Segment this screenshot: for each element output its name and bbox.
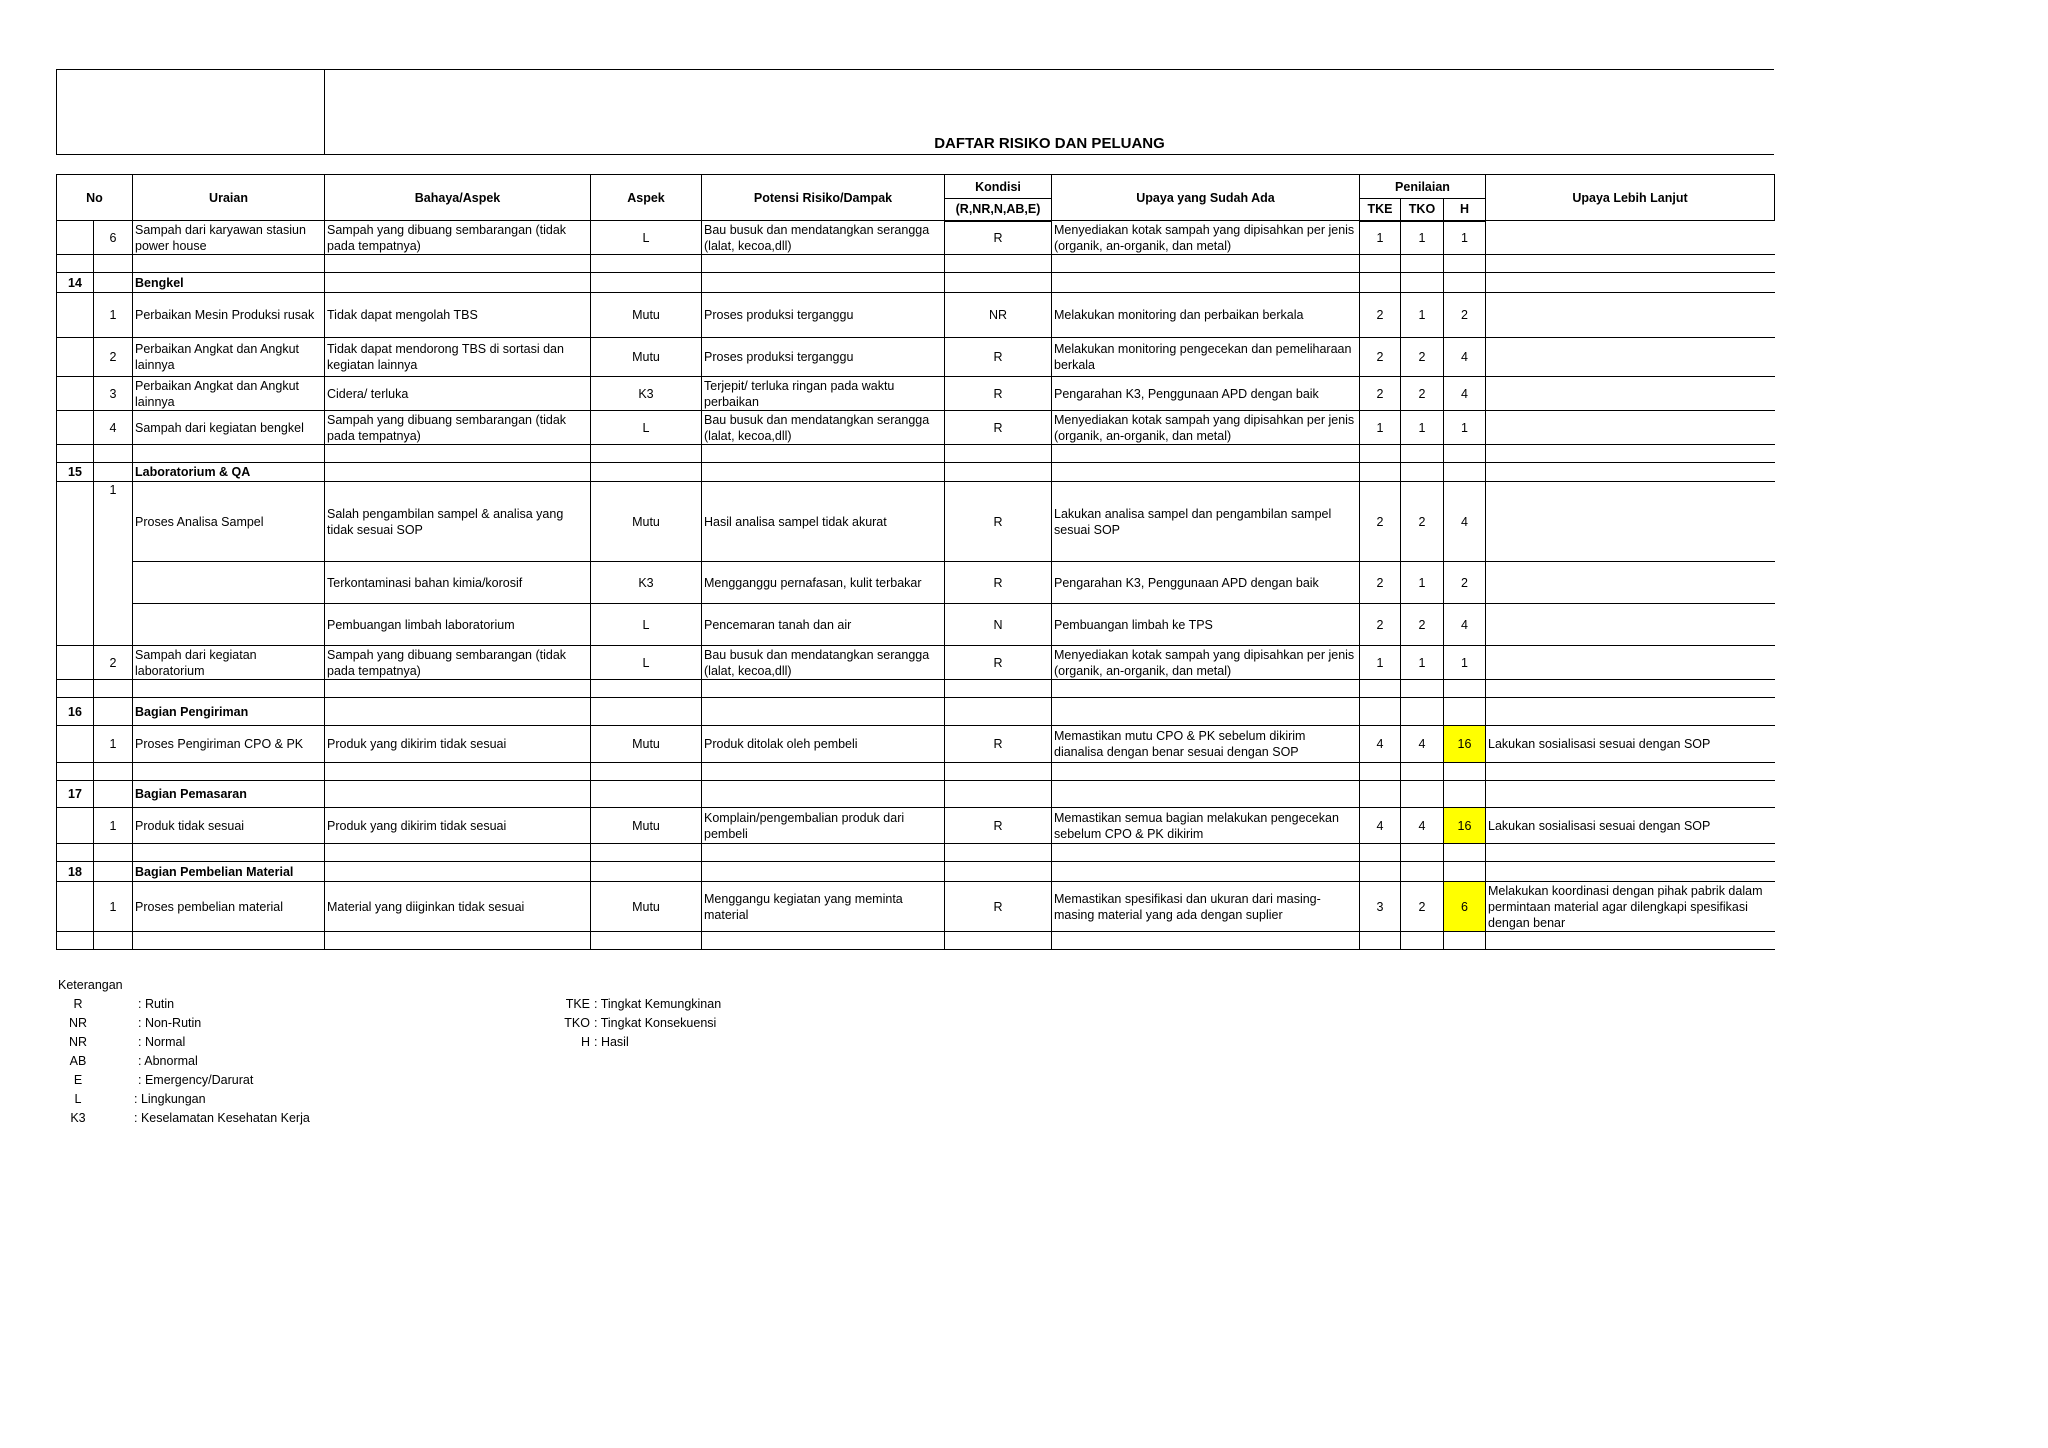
table-row — [57, 482, 1775, 562]
row-tke: 1 — [1360, 221, 1401, 255]
row-aspek: Mutu — [591, 482, 702, 562]
row-tko: 4 — [1401, 808, 1444, 844]
col-potensi: Potensi Risiko/Dampak — [702, 175, 945, 221]
section-no: 16 — [57, 698, 94, 726]
row-tko: 2 — [1401, 338, 1444, 377]
row-upaya: Melakukan monitoring pengecekan dan pemeliharaan berkala — [1052, 338, 1360, 377]
table-row — [57, 882, 1775, 932]
row-bahaya: Terkontaminasi bahan kimia/korosif — [325, 562, 591, 604]
section-no: 14 — [57, 273, 94, 293]
row-bahaya: Sampah yang dibuang sembarangan (tidak pada tempatnya) — [325, 221, 591, 255]
col-upaya: Upaya yang Sudah Ada — [1052, 175, 1360, 221]
row-tko: 1 — [1401, 411, 1444, 445]
table-row — [57, 411, 1775, 445]
section-title: Laboratorium & QA — [133, 463, 325, 482]
legend-item: AB : Abnormal — [69, 1054, 198, 1068]
row-upaya: Memastikan semua bagian melakukan pengecekan sebelum CPO & PK dikirim — [1052, 808, 1360, 844]
table-row — [57, 293, 1775, 338]
row-tko: 4 — [1401, 726, 1444, 763]
row-h: 1 — [1444, 646, 1486, 680]
row-uraian: Sampah dari kegiatan bengkel — [133, 411, 325, 445]
row-uraian: Proses pembelian material — [133, 882, 325, 932]
section-title: Bagian Pemasaran — [133, 781, 325, 808]
row-tke: 2 — [1360, 482, 1401, 562]
section-no: 17 — [57, 781, 94, 808]
row-upaya: Melakukan monitoring dan perbaikan berkala — [1052, 293, 1360, 338]
row-potensi: Pencemaran tanah dan air — [702, 604, 945, 646]
row-h: 4 — [1444, 482, 1486, 562]
row-lanjut — [1486, 482, 1775, 562]
row-h: 6 — [1444, 882, 1486, 932]
row-aspek: Mutu — [591, 293, 702, 338]
row-tke: 2 — [1360, 293, 1401, 338]
spacer-row — [57, 763, 1775, 781]
row-aspek: K3 — [591, 562, 702, 604]
table-row — [57, 604, 1775, 646]
row-kondisi: R — [945, 726, 1052, 763]
row-potensi: Menggangu kegiatan yang meminta material — [702, 882, 945, 932]
section-title: Bagian Pengiriman — [133, 698, 325, 726]
row-uraian: Perbaikan Mesin Produksi rusak — [133, 293, 325, 338]
row-tko: 2 — [1401, 482, 1444, 562]
row-bahaya: Cidera/ terluka — [325, 377, 591, 411]
col-no: No — [57, 175, 133, 221]
document-header — [56, 69, 1774, 155]
row-aspek: K3 — [591, 377, 702, 411]
row-potensi: Bau busuk dan mendatangkan serangga (lalat, kecoa,dll) — [702, 411, 945, 445]
row-tke: 4 — [1360, 808, 1401, 844]
row-tko: 2 — [1401, 377, 1444, 411]
row-kondisi: R — [945, 882, 1052, 932]
col-uraian: Uraian — [133, 175, 325, 221]
row-h: 16 — [1444, 808, 1486, 844]
row-aspek: L — [591, 221, 702, 255]
table-row — [57, 338, 1775, 377]
row-uraian: Produk tidak sesuai — [133, 808, 325, 844]
row-tko: 2 — [1401, 604, 1444, 646]
table-row — [57, 377, 1775, 411]
col-penilaian: Penilaian — [1360, 175, 1486, 199]
row-bahaya: Material yang diiginkan tidak sesuai — [325, 882, 591, 932]
row-kondisi: R — [945, 562, 1052, 604]
row-upaya: Menyediakan kotak sampah yang dipisahkan per jenis (organik, an-organik, dan metal) — [1052, 221, 1360, 255]
row-bahaya: Sampah yang dibuang sembarangan (tidak pada tempatnya) — [325, 411, 591, 445]
row-no: 2 — [94, 646, 133, 680]
table-row — [57, 726, 1775, 763]
row-potensi: Mengganggu pernafasan, kulit terbakar — [702, 562, 945, 604]
row-lanjut — [1486, 221, 1775, 255]
row-potensi: Bau busuk dan mendatangkan serangga (lalat, kecoa,dll) — [702, 646, 945, 680]
section-no: 18 — [57, 862, 94, 882]
section-row — [57, 781, 1775, 808]
table-row — [57, 646, 1775, 680]
row-potensi: Proses produksi terganggu — [702, 293, 945, 338]
row-uraian: Proses Pengiriman CPO & PK — [133, 726, 325, 763]
row-aspek: L — [591, 411, 702, 445]
section-row — [57, 273, 1775, 293]
col-h: H — [1444, 199, 1486, 221]
row-h: 1 — [1444, 411, 1486, 445]
row-lanjut — [1486, 604, 1775, 646]
row-tke: 2 — [1360, 604, 1401, 646]
row-lanjut: Melakukan koordinasi dengan pihak pabrik dalam permintaan material agar dilengkapi spesifikasi dengan benar — [1486, 882, 1775, 932]
legend-title: Keterangan — [58, 978, 123, 992]
row-bahaya: Produk yang dikirim tidak sesuai — [325, 808, 591, 844]
row-bahaya: Salah pengambilan sampel & analisa yang tidak sesuai SOP — [325, 482, 591, 562]
col-bahaya: Bahaya/Aspek — [325, 175, 591, 221]
row-upaya: Lakukan analisa sampel dan pengambilan sampel sesuai SOP — [1052, 482, 1360, 562]
row-aspek: Mutu — [591, 338, 702, 377]
row-potensi: Produk ditolak oleh pembeli — [702, 726, 945, 763]
row-uraian: Sampah dari karyawan stasiun power house — [133, 221, 325, 255]
spacer-row — [57, 932, 1775, 950]
row-tko: 1 — [1401, 646, 1444, 680]
legend-item: L : Lingkungan — [74, 1092, 206, 1106]
row-tko: 1 — [1401, 221, 1444, 255]
row-no: 1 — [94, 293, 133, 338]
row-potensi: Proses produksi terganggu — [702, 338, 945, 377]
row-tko: 1 — [1401, 562, 1444, 604]
row-bahaya: Produk yang dikirim tidak sesuai — [325, 726, 591, 763]
row-kondisi: N — [945, 604, 1052, 646]
table-row — [57, 808, 1775, 844]
section-row — [57, 862, 1775, 882]
legend-item: K3 : Keselamatan Kesehatan Kerja — [70, 1111, 310, 1125]
row-bahaya: Pembuangan limbah laboratorium — [325, 604, 591, 646]
row-tke: 3 — [1360, 882, 1401, 932]
row-lanjut — [1486, 411, 1775, 445]
row-no: 3 — [94, 377, 133, 411]
row-uraian: Perbaikan Angkat dan Angkut lainnya — [133, 338, 325, 377]
row-h: 4 — [1444, 377, 1486, 411]
row-no: 4 — [94, 411, 133, 445]
row-uraian: Perbaikan Angkat dan Angkut lainnya — [133, 377, 325, 411]
row-lanjut: Lakukan sosialisasi sesuai dengan SOP — [1486, 808, 1775, 844]
row-lanjut — [1486, 293, 1775, 338]
row-potensi: Terjepit/ terluka ringan pada waktu perbaikan — [702, 377, 945, 411]
row-kondisi: R — [945, 482, 1052, 562]
row-no: 2 — [94, 338, 133, 377]
row-aspek: Mutu — [591, 882, 702, 932]
row-upaya: Pembuangan limbah ke TPS — [1052, 604, 1360, 646]
row-potensi: Hasil analisa sampel tidak akurat — [702, 482, 945, 562]
row-tko: 1 — [1401, 293, 1444, 338]
row-kondisi: R — [945, 221, 1052, 255]
row-h: 4 — [1444, 604, 1486, 646]
section-title: Bagian Pembelian Material — [133, 862, 325, 882]
col-aspek: Aspek — [591, 175, 702, 221]
row-upaya: Pengarahan K3, Penggunaan APD dengan baik — [1052, 377, 1360, 411]
row-no: 1 — [94, 482, 133, 646]
spacer-row — [57, 680, 1775, 698]
section-no: 15 — [57, 463, 94, 482]
col-tke: TKE — [1360, 199, 1401, 221]
table-row — [57, 562, 1775, 604]
row-tke: 1 — [1360, 411, 1401, 445]
section-row — [57, 698, 1775, 726]
row-upaya: Pengarahan K3, Penggunaan APD dengan baik — [1052, 562, 1360, 604]
section-title: Bengkel — [133, 273, 325, 293]
row-potensi: Bau busuk dan mendatangkan serangga (lalat, kecoa,dll) — [702, 221, 945, 255]
row-h: 2 — [1444, 562, 1486, 604]
row-lanjut: Lakukan sosialisasi sesuai dengan SOP — [1486, 726, 1775, 763]
row-no: 6 — [94, 221, 133, 255]
row-tke: 2 — [1360, 338, 1401, 377]
row-tke: 4 — [1360, 726, 1401, 763]
spacer-row — [57, 844, 1775, 862]
row-h: 2 — [1444, 293, 1486, 338]
table-row — [57, 221, 1775, 255]
risk-table — [56, 174, 1775, 950]
section-row — [57, 463, 1775, 482]
row-aspek: Mutu — [591, 726, 702, 763]
legend-item: NR : Normal — [68, 1035, 186, 1049]
row-lanjut — [1486, 562, 1775, 604]
document-title: DAFTAR RISIKO DAN PELUANG — [934, 135, 1165, 152]
row-tko: 2 — [1401, 882, 1444, 932]
row-bahaya: Tidak dapat mendorong TBS di sortasi dan kegiatan lainnya — [325, 338, 591, 377]
row-kondisi: R — [945, 808, 1052, 844]
row-no: 1 — [94, 882, 133, 932]
row-upaya: Menyediakan kotak sampah yang dipisahkan per jenis (organik, an-organik, dan metal) — [1052, 646, 1360, 680]
row-kondisi: R — [945, 646, 1052, 680]
row-uraian: Proses Analisa Sampel — [133, 482, 325, 562]
row-uraian: Sampah dari kegiatan laboratorium — [133, 646, 325, 680]
row-upaya: Menyediakan kotak sampah yang dipisahkan per jenis (organik, an-organik, dan metal) — [1052, 411, 1360, 445]
spacer-row — [57, 445, 1775, 463]
row-kondisi: R — [945, 411, 1052, 445]
row-aspek: L — [591, 646, 702, 680]
row-potensi: Komplain/pengembalian produk dari pembeli — [702, 808, 945, 844]
row-kondisi: NR — [945, 293, 1052, 338]
row-upaya: Memastikan spesifikasi dan ukuran dari masing-masing material yang ada dengan suplier — [1052, 882, 1360, 932]
logo-cell — [57, 70, 325, 154]
row-no: 1 — [94, 726, 133, 763]
row-h: 1 — [1444, 221, 1486, 255]
row-aspek: Mutu — [591, 808, 702, 844]
col-kondisi: Kondisi — [945, 175, 1052, 199]
spacer-row — [57, 255, 1775, 273]
row-tke: 1 — [1360, 646, 1401, 680]
row-tke: 2 — [1360, 562, 1401, 604]
row-aspek: L — [591, 604, 702, 646]
row-h: 4 — [1444, 338, 1486, 377]
row-kondisi: R — [945, 377, 1052, 411]
row-tke: 2 — [1360, 377, 1401, 411]
legend-item: R : Rutin — [73, 997, 175, 1011]
row-kondisi: R — [945, 338, 1052, 377]
row-no: 1 — [94, 808, 133, 844]
row-bahaya: Sampah yang dibuang sembarangan (tidak pada tempatnya) — [325, 646, 591, 680]
legend-item: NR : Non-Rutin — [68, 1016, 202, 1030]
row-lanjut — [1486, 646, 1775, 680]
col-tko: TKO — [1401, 199, 1444, 221]
row-h: 16 — [1444, 726, 1486, 763]
legend-item: E : Emergency/Darurat — [73, 1073, 254, 1087]
col-lanjut: Upaya Lebih Lanjut — [1486, 175, 1775, 221]
row-bahaya: Tidak dapat mengolah TBS — [325, 293, 591, 338]
row-upaya: Memastikan mutu CPO & PK sebelum dikirim dianalisa dengan benar sesuai dengan SOP — [1052, 726, 1360, 763]
col-kondisi-sub: (R,NR,N,AB,E) — [945, 199, 1052, 221]
legend — [58, 976, 310, 1128]
row-lanjut — [1486, 377, 1775, 411]
row-lanjut — [1486, 338, 1775, 377]
